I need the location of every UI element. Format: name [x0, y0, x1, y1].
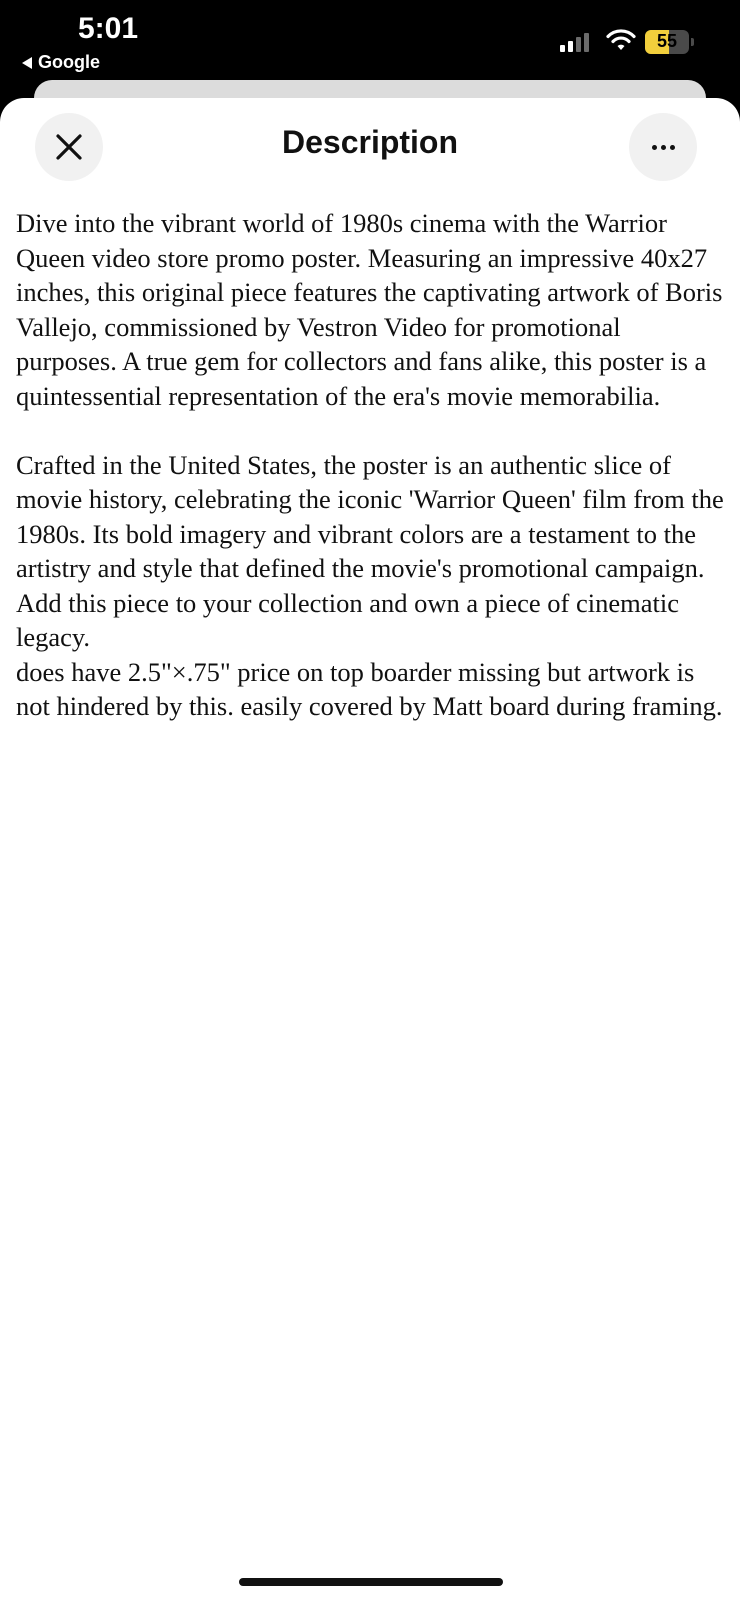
sheet-title: Description — [281, 124, 459, 160]
back-arrow-icon — [22, 57, 32, 69]
battery-nub — [691, 38, 694, 46]
wifi-icon — [606, 28, 636, 57]
battery-percent: 55 — [656, 31, 678, 51]
status-time: 5:01 — [78, 12, 139, 45]
more-options-button[interactable] — [629, 113, 697, 181]
home-indicator[interactable] — [239, 1578, 503, 1586]
signal-icon — [560, 32, 589, 52]
description-paragraph: does have 2.5"×.75" price on top boarder missing but artwork is not hindered by this. easily covered by Matt board during framing. — [16, 656, 723, 721]
description-paragraph: Dive into the vibrant world of 1980s cinema with the Warrior Queen video store promo poster. Measuring an impressive 40x27 inches, this original piece features the captivating artwork of Boris Vallejo, commissioned by Vestron Video for promotional purposes. A true gem for collectors and fans alike, this poster is a quintessential representation of the era's movie memorabilia. — [16, 208, 723, 411]
battery-charging-icon — [645, 30, 689, 54]
description-text — [16, 206, 728, 724]
description-sheet — [0, 98, 740, 1600]
back-to-app-button[interactable] — [22, 52, 100, 73]
description-paragraph: Crafted in the United States, the poster is an authentic slice of movie history, celebrating the iconic 'Warrior Queen' film from the 1980s. Its bold imagery and vibrant colors are a testament to the artistry and style that defined the movie's promotional campaign. Add this piece to your collection and own a piece of cinematic legacy. — [16, 449, 724, 652]
more-horizontal-icon — [652, 145, 675, 150]
back-app-label: Google — [38, 52, 100, 72]
